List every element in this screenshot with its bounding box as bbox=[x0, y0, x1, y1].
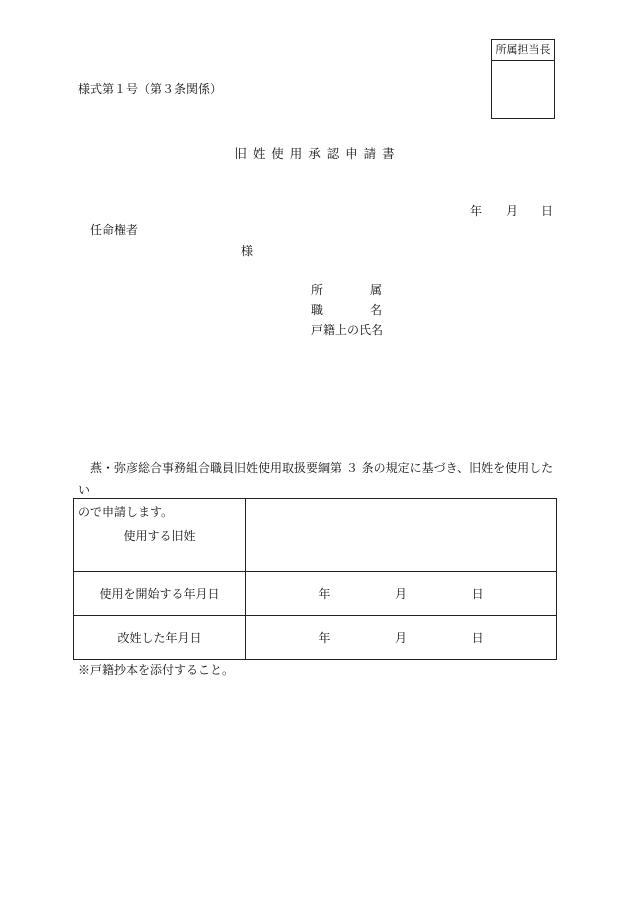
page-title: 旧 姓 使 用 承 認 申 請 書 bbox=[234, 146, 396, 161]
attachment-note: ※戸籍抄本を添付すること。 bbox=[78, 663, 235, 677]
name-change-date-field[interactable] bbox=[246, 616, 557, 660]
position-label bbox=[311, 301, 382, 318]
affiliation-label-part: 所 bbox=[311, 283, 324, 297]
table-row bbox=[74, 572, 557, 616]
affiliation-label-part: 属 bbox=[369, 283, 382, 297]
date-month-label: 月 bbox=[506, 204, 519, 218]
old-surname-label: 使用する旧姓 bbox=[74, 499, 246, 572]
old-surname-field[interactable] bbox=[246, 499, 557, 572]
application-date bbox=[470, 202, 553, 219]
change-month-label: 月 bbox=[394, 631, 407, 645]
date-day-label: 日 bbox=[541, 204, 554, 218]
start-date-field[interactable] bbox=[246, 572, 557, 616]
change-day-label: 日 bbox=[471, 631, 484, 645]
name-change-date-label: 改姓した年月日 bbox=[74, 616, 246, 660]
statement-line: 燕・弥彦総合事務組合職員旧姓使用取扱要綱第 ３ 条の規定に基づき、旧姓を使用したい bbox=[78, 461, 554, 497]
position-label-part: 名 bbox=[369, 303, 382, 317]
addressee: 任命権者 bbox=[90, 223, 139, 237]
start-year-label: 年 bbox=[318, 587, 331, 601]
approval-stamp-box bbox=[491, 39, 555, 119]
application-table bbox=[73, 498, 557, 660]
affiliation-label bbox=[311, 281, 382, 298]
honorific: 様 bbox=[241, 244, 254, 258]
start-month-label: 月 bbox=[394, 587, 407, 601]
form-number: 様式第１号（第３条関係） bbox=[78, 82, 223, 96]
table-row bbox=[74, 616, 557, 660]
date-year-label: 年 bbox=[470, 204, 483, 218]
start-date-label: 使用を開始する年月日 bbox=[74, 572, 246, 616]
statement-line: ので申請します。 bbox=[78, 505, 174, 519]
start-day-label: 日 bbox=[471, 587, 484, 601]
registered-name-label: 戸籍上の氏名 bbox=[311, 323, 384, 337]
position-label-part: 職 bbox=[311, 303, 324, 317]
table-row bbox=[74, 499, 557, 572]
change-year-label: 年 bbox=[318, 631, 331, 645]
stamp-box-header: 所属担当長 bbox=[492, 40, 554, 61]
